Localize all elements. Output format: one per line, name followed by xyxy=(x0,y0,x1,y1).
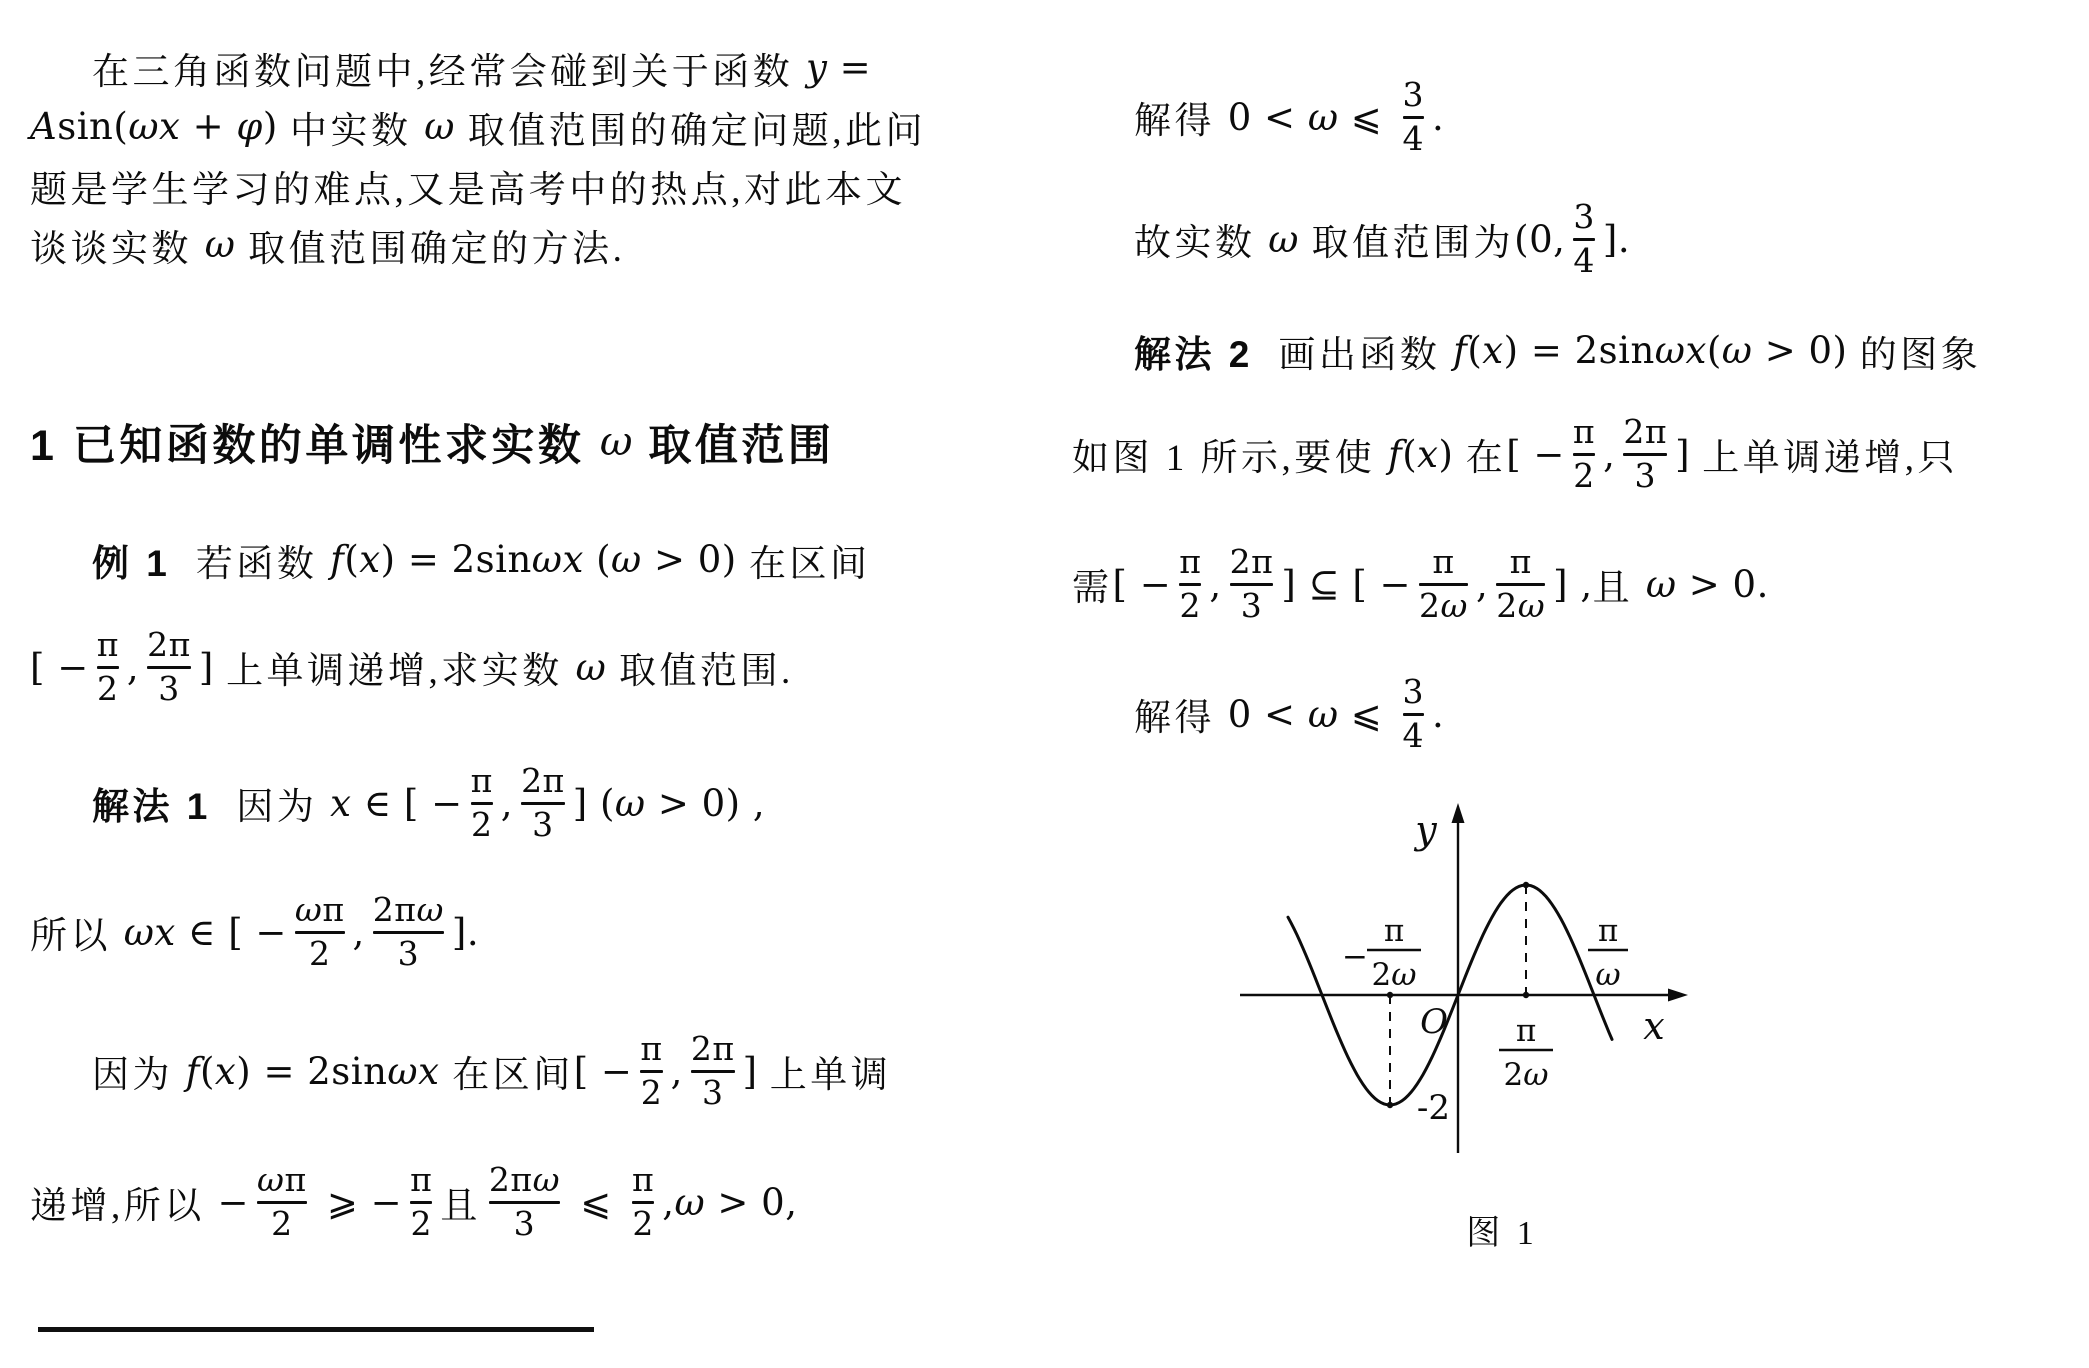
fraction-denominator xyxy=(1496,585,1546,625)
text-segment: 上单调递增,只 xyxy=(1702,438,1959,479)
text-segment: [ − xyxy=(573,1049,633,1093)
fraction-denominator xyxy=(1419,585,1468,625)
text-segment: 2π xyxy=(1229,541,1274,581)
text-segment: 2π xyxy=(521,760,565,800)
text-segment: ⩽ xyxy=(1338,692,1395,736)
text-segment: 2 xyxy=(271,1203,293,1243)
text-segment: ω xyxy=(1645,562,1677,606)
text-segment: x xyxy=(214,1049,237,1093)
math-fraction xyxy=(372,889,444,973)
text-segment: π xyxy=(284,1159,307,1199)
math-fraction xyxy=(96,624,119,708)
label-neg-half-numerator: π xyxy=(1383,913,1405,949)
math-fraction xyxy=(521,760,565,844)
fraction-numerator xyxy=(1572,411,1596,451)
solution-2-line-3 xyxy=(1072,529,2072,639)
text-segment: ω xyxy=(1268,217,1299,261)
fraction-denominator xyxy=(640,1072,663,1112)
text-segment: , xyxy=(1475,562,1489,606)
text-line xyxy=(1072,184,2072,294)
fraction-numerator xyxy=(690,1028,735,1068)
text-segment: . xyxy=(1432,692,1445,736)
text-segment: ∈ [ − xyxy=(175,910,287,954)
math-fraction xyxy=(1402,671,1425,755)
text-segment: 2 xyxy=(470,804,493,844)
text-segment: ωx xyxy=(123,910,176,954)
example-1-line-1 xyxy=(30,530,1045,589)
math-fraction xyxy=(257,1159,307,1243)
text-segment: ω xyxy=(1721,329,1753,372)
text-segment: 4 xyxy=(1573,240,1595,280)
text-line xyxy=(1072,321,2072,380)
text-segment: ) = 2sin xyxy=(380,538,532,581)
text-segment: , xyxy=(500,781,514,825)
text-segment: 0 < xyxy=(1227,692,1308,736)
math-fraction xyxy=(488,1159,560,1243)
text-segment: π xyxy=(1572,411,1596,451)
text-line xyxy=(30,1016,1045,1126)
text-segment: ( xyxy=(1467,329,1483,372)
text-segment: ⩽ xyxy=(567,1180,625,1224)
text-segment: 解法 1 xyxy=(92,786,211,827)
text-segment: 2π xyxy=(147,624,191,664)
text-segment: f xyxy=(330,538,345,581)
text-segment: ωx xyxy=(1654,329,1707,372)
text-segment: 0 < xyxy=(1227,95,1308,139)
text-segment: A xyxy=(30,105,58,148)
solution-1-line-4 xyxy=(30,1147,1045,1257)
label-pos-half-numerator: π xyxy=(1515,1013,1537,1049)
text-segment: π xyxy=(96,624,119,664)
right-column xyxy=(1072,0,2072,1368)
figure-1 xyxy=(1222,795,1742,1165)
text-segment: 3 xyxy=(532,804,554,844)
range-conclusion xyxy=(1072,184,2072,294)
text-segment: − xyxy=(217,1180,250,1224)
text-segment: 取值范围. xyxy=(606,651,794,692)
text-segment: 2π xyxy=(488,1159,533,1199)
text-segment: 2 xyxy=(97,668,119,708)
text-segment: ωx xyxy=(128,105,181,148)
fraction-numerator xyxy=(1402,671,1425,711)
text-segment: ( xyxy=(1402,432,1418,476)
text-segment: ω xyxy=(1440,585,1468,625)
text-segment: 故实数 xyxy=(1134,223,1269,264)
section-1-heading xyxy=(30,413,1045,471)
fraction-denominator xyxy=(1634,455,1656,495)
text-segment: > 0) xyxy=(1752,329,1860,372)
math-fraction xyxy=(1572,411,1596,495)
text-segment: x xyxy=(1482,329,1504,372)
fraction-denominator xyxy=(1573,455,1595,495)
text-segment: 因为 xyxy=(210,787,331,828)
text-segment: 3 xyxy=(397,933,420,973)
text-segment: (0, xyxy=(1514,217,1566,261)
x-axis-arrow xyxy=(1668,989,1688,1002)
text-segment: ω xyxy=(674,1180,706,1224)
text-segment: 2π xyxy=(1623,411,1668,451)
fraction-numerator xyxy=(1573,196,1595,236)
text-segment: π xyxy=(1179,541,1202,581)
math-fraction xyxy=(1573,196,1595,280)
text-segment: 2 xyxy=(308,933,331,973)
fraction-numerator xyxy=(410,1159,433,1199)
text-segment: 取值范围 xyxy=(632,421,835,470)
text-segment: ω xyxy=(1517,585,1546,625)
fraction-numerator xyxy=(96,624,119,664)
text-segment: 3 xyxy=(701,1072,724,1112)
fraction-numerator xyxy=(1509,541,1532,581)
text-segment: 3 xyxy=(1240,585,1263,625)
text-segment: 2 xyxy=(1496,585,1518,625)
text-segment: + xyxy=(180,105,237,148)
math-fraction xyxy=(1623,411,1668,495)
text-segment: f xyxy=(185,1049,200,1093)
text-segment: > 0, xyxy=(705,1180,798,1224)
text-segment: ∈ [ − xyxy=(351,781,463,825)
text-segment: , xyxy=(1209,562,1222,606)
text-segment: 解法 2 xyxy=(1134,333,1253,375)
text-segment: . xyxy=(1432,95,1445,139)
text-segment: > 0) xyxy=(641,538,749,581)
text-segment: 上单调递增,求实数 xyxy=(226,651,576,692)
text-segment: ω xyxy=(1307,692,1339,736)
text-segment: ] , xyxy=(1553,562,1593,606)
fraction-denominator xyxy=(1402,715,1425,755)
key-point-dot xyxy=(1387,1102,1393,1108)
text-segment: x xyxy=(359,538,381,581)
text-segment: ⩽ xyxy=(1338,95,1395,139)
math-fraction xyxy=(690,1028,735,1112)
fraction-denominator xyxy=(701,1072,724,1112)
text-segment: , xyxy=(126,645,140,689)
fraction-numerator xyxy=(1179,541,1202,581)
text-segment: > 0. xyxy=(1676,562,1769,606)
text-segment: ] ⊆ [ − xyxy=(1281,562,1412,606)
text-segment: 的图象 xyxy=(1859,334,1982,376)
fraction-denominator xyxy=(1573,240,1595,280)
intro-paragraph xyxy=(30,38,1045,274)
text-segment: ω xyxy=(575,645,607,689)
label-pos-half-denominator: 2ω xyxy=(1503,1057,1549,1093)
figure-1-graph xyxy=(1222,795,1742,1165)
text-segment: ] xyxy=(198,645,227,689)
figure-1-caption: 图 1 xyxy=(1466,1215,1538,1252)
text-line xyxy=(30,530,1045,589)
text-segment: ] xyxy=(1675,432,1703,476)
text-segment: ( xyxy=(199,1049,215,1093)
text-segment: 1 已知函数的单调性求实数 xyxy=(30,421,600,470)
text-segment: [ − xyxy=(1112,562,1172,606)
text-segment: 3 xyxy=(158,668,180,708)
math-fraction xyxy=(1229,541,1274,625)
text-segment: 3 xyxy=(1402,671,1425,711)
math-fraction xyxy=(1402,74,1425,158)
text-segment: 2 xyxy=(1179,585,1202,625)
text-segment: [ − xyxy=(1506,432,1565,476)
text-line xyxy=(30,413,1045,471)
text-segment: f xyxy=(1388,432,1403,476)
text-segment: 2 xyxy=(1419,585,1441,625)
text-segment: 2 xyxy=(1573,455,1595,495)
text-segment: 谈谈实数 xyxy=(30,228,205,270)
origin-label: O xyxy=(1420,1002,1448,1042)
text-segment: π xyxy=(632,1159,655,1199)
fraction-numerator xyxy=(372,889,444,929)
text-segment: ω xyxy=(599,419,633,465)
fraction-numerator xyxy=(521,760,565,800)
text-segment: 3 xyxy=(513,1203,536,1243)
fraction-denominator xyxy=(1179,585,1202,625)
fraction-numerator xyxy=(147,624,191,664)
key-point-dot xyxy=(1523,992,1529,998)
text-segment: sin( xyxy=(57,105,129,148)
text-segment: 需 xyxy=(1072,568,1113,609)
text-segment: π xyxy=(640,1028,663,1068)
y-axis-arrow xyxy=(1452,803,1465,823)
text-segment: 2π xyxy=(372,889,417,929)
solution-1-line-1 xyxy=(30,748,1045,858)
text-segment: 3 xyxy=(1573,196,1595,236)
text-segment: ω xyxy=(614,781,646,825)
text-segment: 且 xyxy=(1592,568,1646,609)
solution-2-line-1 xyxy=(1072,321,2072,380)
text-segment: 且 xyxy=(440,1186,481,1227)
fraction-numerator xyxy=(1623,411,1668,451)
text-segment: 4 xyxy=(1402,118,1425,158)
text-line xyxy=(30,877,1045,987)
y-axis-label: y xyxy=(1415,808,1437,852)
text-segment: ω xyxy=(1307,95,1339,139)
text-segment: 因为 xyxy=(92,1055,186,1096)
text-segment: 2π xyxy=(690,1028,735,1068)
text-segment: = xyxy=(827,46,872,89)
text-line xyxy=(1072,399,2072,509)
math-fraction xyxy=(294,889,345,973)
text-segment: 若函数 xyxy=(170,543,331,585)
solution-1-line-3 xyxy=(30,1016,1045,1126)
fraction-denominator xyxy=(532,804,554,844)
fraction-denominator xyxy=(308,933,331,973)
math-fraction xyxy=(410,1159,433,1243)
text-segment: 2 xyxy=(410,1203,433,1243)
fraction-numerator xyxy=(632,1159,655,1199)
fraction-numerator xyxy=(640,1028,663,1068)
fraction-denominator xyxy=(410,1203,433,1243)
fraction-numerator xyxy=(1229,541,1274,581)
fraction-denominator xyxy=(470,804,493,844)
label-full-period-numerator: π xyxy=(1597,913,1619,949)
text-segment: f xyxy=(1453,329,1468,372)
text-segment: ]. xyxy=(1602,217,1631,261)
math-fraction xyxy=(640,1028,663,1112)
text-segment: [ − xyxy=(30,645,89,689)
text-line xyxy=(1072,659,2072,769)
text-segment: 在三角函数问题中,经常会碰到关于函数 xyxy=(92,51,806,93)
text-segment: 在区间 xyxy=(439,1055,574,1096)
text-segment: 所以 xyxy=(30,916,124,957)
text-segment: ω xyxy=(416,889,444,929)
text-segment: 4 xyxy=(1402,715,1425,755)
text-segment: ω xyxy=(257,1159,285,1199)
text-segment: ⩾ − xyxy=(314,1180,403,1224)
fraction-denominator xyxy=(632,1203,654,1243)
label-full-period-denominator: ω xyxy=(1595,957,1621,993)
text-line xyxy=(1072,529,2072,639)
text-segment: 画出函数 xyxy=(1252,334,1454,376)
solution-1-line-2 xyxy=(30,877,1045,987)
text-segment: ωx xyxy=(387,1049,440,1093)
solve-result-1 xyxy=(1072,62,2072,172)
text-segment: ] ( xyxy=(572,781,615,825)
text-segment: ωx xyxy=(531,538,584,581)
text-segment: ) xyxy=(1438,432,1466,476)
fraction-denominator xyxy=(1402,118,1425,158)
figure-1-mount xyxy=(1222,795,1742,1165)
fraction-denominator xyxy=(158,668,180,708)
text-segment: ω xyxy=(611,538,642,581)
x-axis-label: x xyxy=(1643,1004,1665,1048)
fraction-denominator xyxy=(271,1203,293,1243)
text-segment: 取值范围的确定问题,此问 xyxy=(454,110,926,152)
label-neg-half-denominator: 2ω xyxy=(1371,957,1417,993)
solution-2-line-2 xyxy=(1072,399,2072,509)
text-segment: π xyxy=(322,889,345,929)
text-segment: ( xyxy=(1706,329,1722,372)
text-segment: , xyxy=(352,910,365,954)
text-segment: 3 xyxy=(1402,74,1425,114)
text-segment: 题是学生学习的难点,又是高考中的热点,对此本文 xyxy=(30,169,906,211)
math-fraction xyxy=(1496,541,1546,625)
left-column xyxy=(30,0,1045,1368)
math-fraction xyxy=(147,624,191,708)
text-line xyxy=(30,1147,1045,1257)
text-segment: y xyxy=(806,46,828,89)
fraction-numerator xyxy=(488,1159,560,1199)
text-line xyxy=(30,215,1045,274)
fraction-numerator xyxy=(294,889,345,929)
fraction-numerator xyxy=(470,760,493,800)
text-segment: ω xyxy=(532,1159,560,1199)
fraction-numerator xyxy=(1432,541,1455,581)
text-line xyxy=(1072,62,2072,172)
text-segment: 解得 xyxy=(1134,698,1228,739)
text-segment: x xyxy=(1417,432,1439,476)
fraction-denominator xyxy=(397,933,420,973)
text-segment: ( xyxy=(344,538,360,581)
text-segment: ) = 2sin xyxy=(236,1049,388,1093)
text-segment: , xyxy=(1603,432,1616,476)
text-segment: π xyxy=(1509,541,1532,581)
fraction-denominator xyxy=(513,1203,536,1243)
math-fraction xyxy=(470,760,493,844)
text-line xyxy=(30,156,1045,215)
text-segment: x xyxy=(330,781,352,825)
text-segment: ) = 2sin xyxy=(1503,329,1655,372)
text-segment: 在 xyxy=(1465,438,1507,479)
fraction-numerator xyxy=(1402,74,1425,114)
text-segment: π xyxy=(1432,541,1455,581)
text-segment: , xyxy=(670,1049,683,1093)
fraction-denominator xyxy=(1240,585,1263,625)
text-segment: 上单调 xyxy=(769,1055,892,1096)
text-segment: ] xyxy=(742,1049,770,1093)
text-segment: > 0) , xyxy=(645,781,766,825)
text-segment: 2 xyxy=(640,1072,663,1112)
text-segment: π xyxy=(470,760,493,800)
math-fraction xyxy=(1179,541,1202,625)
text-segment: ) xyxy=(262,105,291,148)
text-segment: 例 1 xyxy=(92,542,171,584)
text-line xyxy=(30,748,1045,858)
example-1-line-2 xyxy=(30,612,1045,722)
text-segment: ]. xyxy=(451,910,480,954)
solve-result-2 xyxy=(1072,659,2072,769)
fraction-denominator xyxy=(97,668,119,708)
fraction-numerator xyxy=(257,1159,307,1199)
text-segment: π xyxy=(410,1159,433,1199)
text-segment: ω xyxy=(204,223,236,266)
text-segment: 解得 xyxy=(1134,101,1228,142)
text-segment: 2 xyxy=(632,1203,654,1243)
text-segment: 取值范围为 xyxy=(1298,223,1515,264)
text-segment: 取值范围确定的方法. xyxy=(235,228,626,270)
text-segment: , xyxy=(662,1180,675,1224)
text-segment: ω xyxy=(424,105,455,148)
key-point-dot xyxy=(1523,882,1529,888)
text-segment: φ xyxy=(236,105,263,148)
text-segment: 中实数 xyxy=(290,110,425,152)
text-segment: ( xyxy=(583,538,612,581)
text-segment: ω xyxy=(294,889,323,929)
text-segment: 如图 1 所示,要使 xyxy=(1072,438,1388,479)
text-line xyxy=(30,38,1045,97)
min-value-label: -2 xyxy=(1416,1088,1450,1128)
math-fraction xyxy=(1419,541,1468,625)
label-neg-half-minus: − xyxy=(1342,939,1368,975)
text-segment: 递增,所以 xyxy=(30,1186,218,1227)
text-segment: 3 xyxy=(1634,455,1656,495)
footnote-rule xyxy=(38,1327,594,1332)
text-segment: 在区间 xyxy=(748,543,871,585)
math-fraction xyxy=(632,1159,655,1243)
text-line xyxy=(30,612,1045,722)
text-line xyxy=(30,97,1045,156)
